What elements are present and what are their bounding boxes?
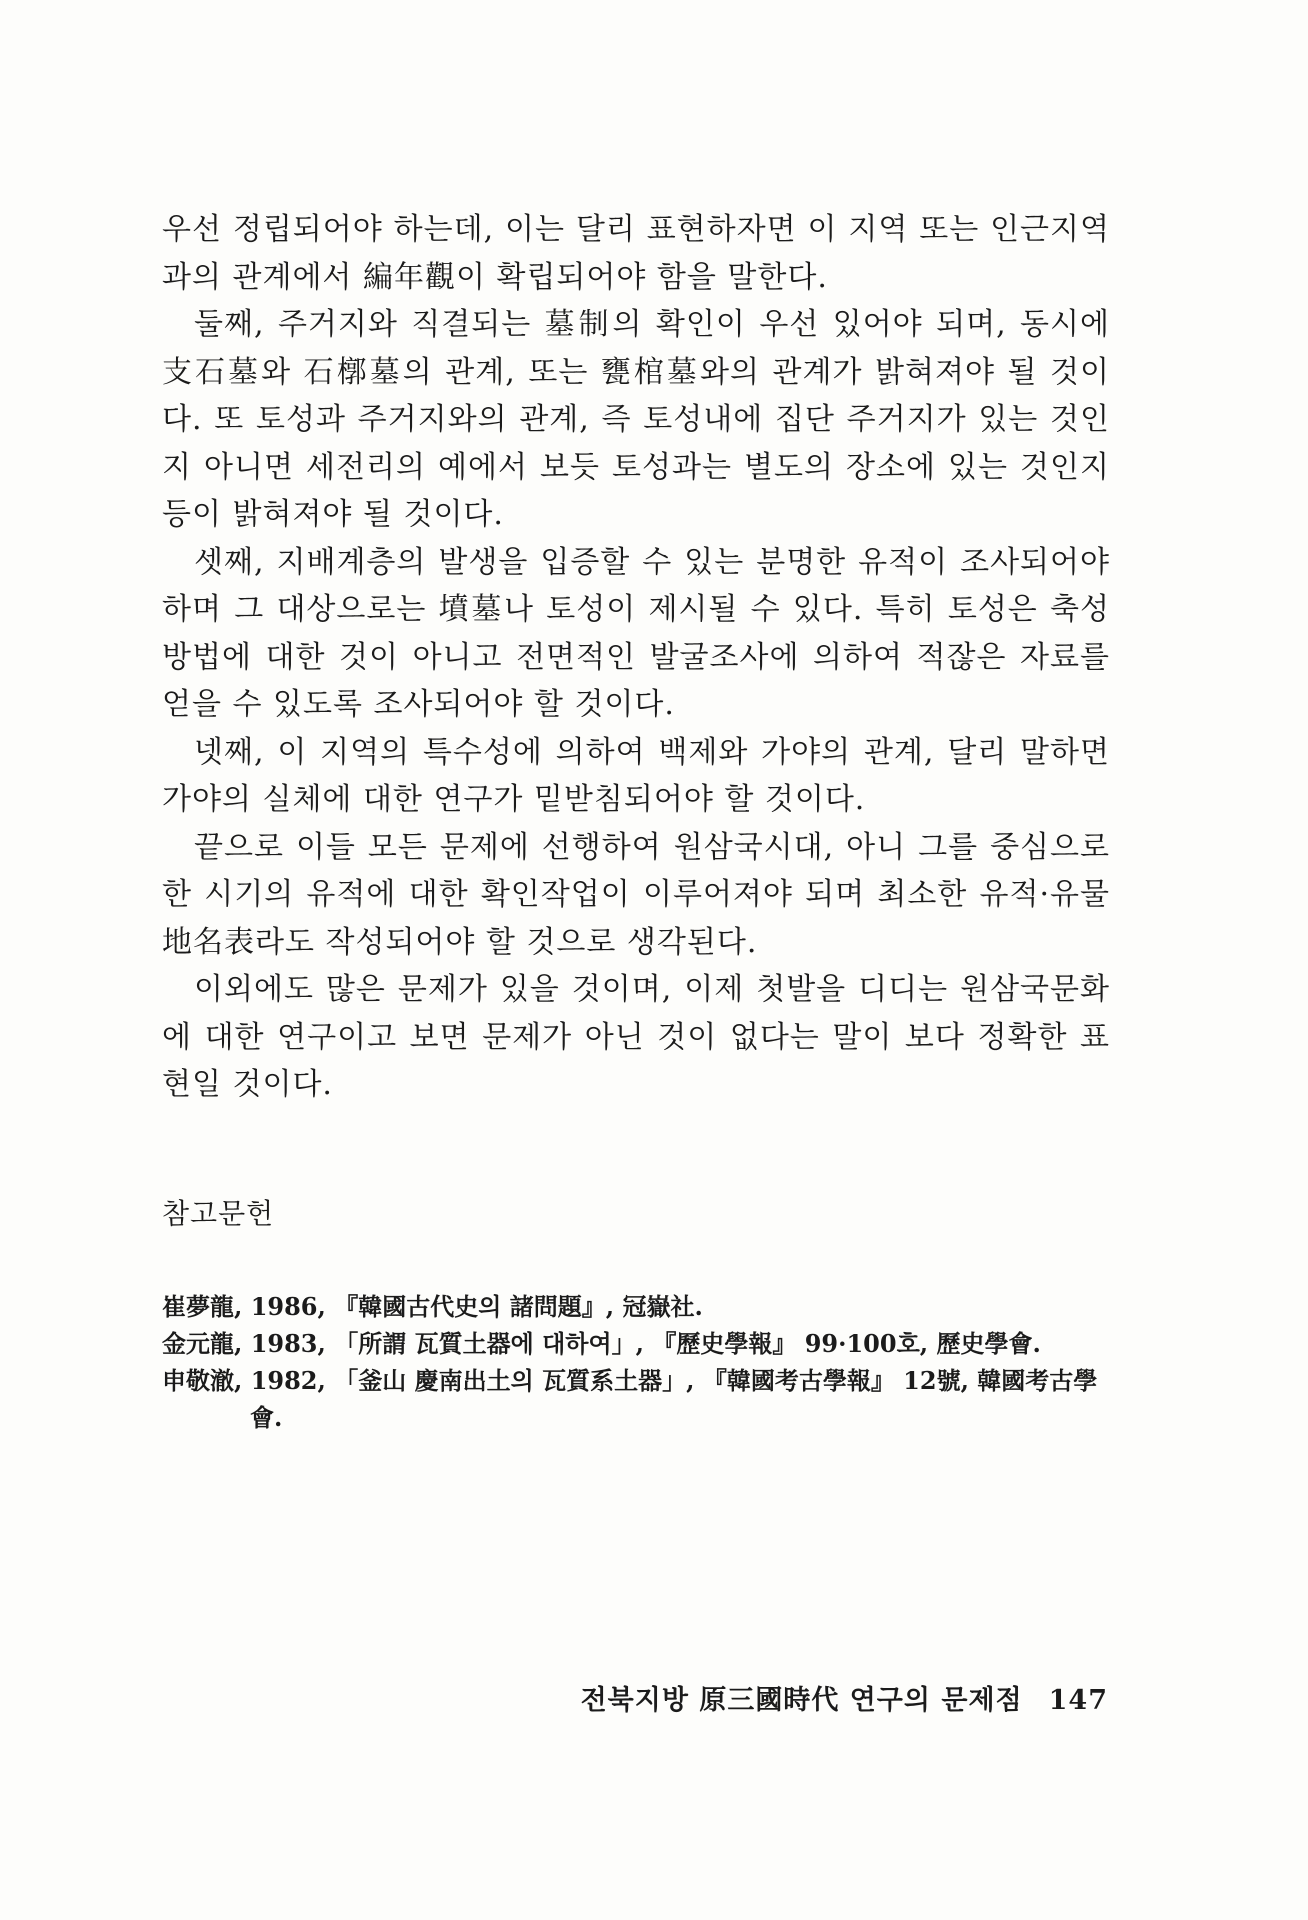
references-list [162,1288,1110,1436]
page-number: 147 [1048,1685,1108,1716]
paragraph-continuation: 우선 정립되어야 하는데, 이는 달리 표현하자면 이 지역 또는 인근지역과의 관계에서 編年觀이 확립되어야 함을 말한다. [162,212,1110,295]
paragraph-third-point: 셋째, 지배계층의 발생을 입증할 수 있는 분명한 유적이 조사되어야 하며 그 대상으로는 墳墓나 토성이 제시될 수 있다. 특히 토성은 축성방법에 대한 것이 아니고 전면적인 발굴조사에 의하여 적잖은 자료를 얻을 수 있도록 조사되어야 할 것이다. [162,544,1110,722]
page-footer [581,1683,1108,1719]
reference-item: 金元龍, 1983, 「所謂 瓦質土器에 대하여」, 『歷史學報』 99·100호, 歷史學會. [162,1329,1041,1358]
reference-item: 申敬澈, 1982, 「釜山 慶南出土의 瓦質系土器」, 『韓國考古學報』 12號, 韓國考古學會. [162,1366,1098,1432]
references-heading: 참고문헌 [162,1197,275,1230]
body-text [162,206,1110,1109]
paragraph-fourth-point: 넷째, 이 지역의 특수성에 의하여 백제와 가야의 관계, 달리 말하면 가야의 실체에 대한 연구가 밑받침되어야 할 것이다. [162,734,1110,817]
paragraph-conclusion: 이외에도 많은 문제가 있을 것이며, 이제 첫발을 디디는 원삼국문화에 대한 연구이고 보면 문제가 아닌 것이 없다는 말이 보다 정확한 표현일 것이다. [162,972,1110,1102]
reference-item: 崔夢龍, 1986, 『韓國古代史의 諸問題』, 冠嶽社. [162,1292,703,1321]
running-title: 전북지방 原三國時代 연구의 문제점 [580,1685,1023,1716]
paragraph-second-point: 둘째, 주거지와 직결되는 墓制의 확인이 우선 있어야 되며, 동시에 支石墓와 石槨墓의 관계, 또는 甕棺墓와의 관계가 밝혀져야 될 것이다. 또 토성과 주거지와의 관계, 즉 토성내에 집단 주거지가 있는 것인지 아니면 세전리의 예에서 보듯 토성과는 별도의 장소에 있는 것인지 등이 밝혀져야 될 것이다. [162,307,1110,532]
paragraph-final-point: 끝으로 이들 모든 문제에 선행하여 원삼국시대, 아니 그를 중심으로 한 시기의 유적에 대한 확인작업이 이루어져야 되며 최소한 유적·유물 地名表라도 작성되어야 할 것으로 생각된다. [162,829,1110,960]
